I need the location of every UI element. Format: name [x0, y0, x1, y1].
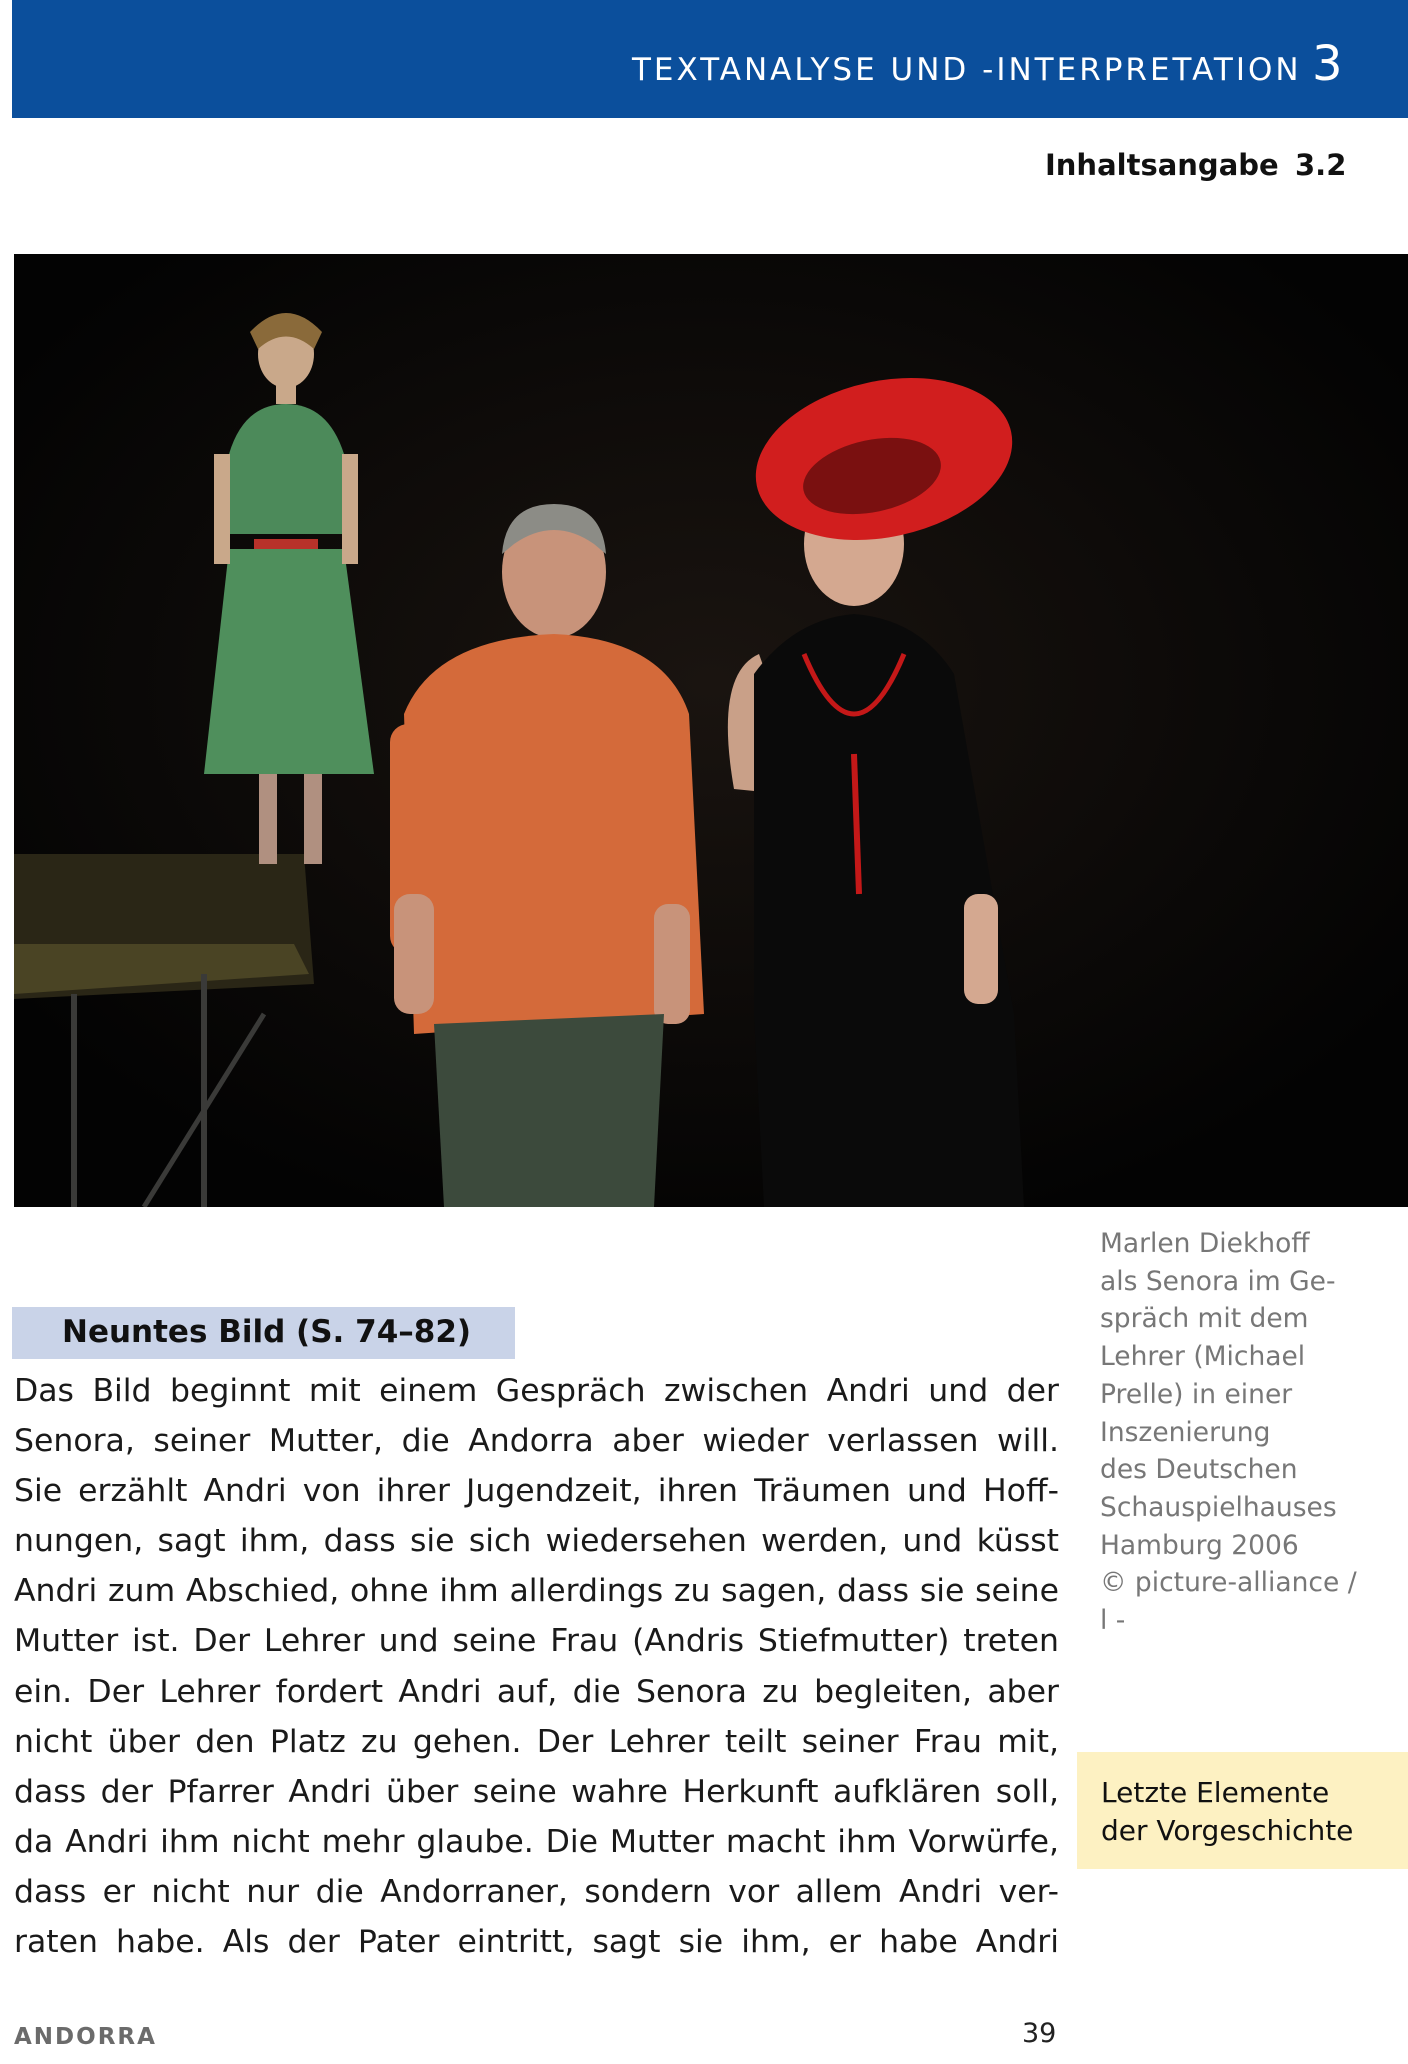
body-line: nicht über den Platz zu gehen. Der Lehrer teilt seiner Frau mit,	[14, 1723, 1059, 1760]
margin-note	[1077, 1752, 1408, 1869]
body-line: Senora, seiner Mutter, die Andorra aber wieder verlassen will.	[14, 1423, 1059, 1460]
body-line: Das Bild beginnt mit einem Gespräch zwischen Andri und der	[14, 1373, 1059, 1409]
chapter-header-bar	[12, 0, 1408, 118]
body-line: Andri zum Abschied, ohne ihm allerdings zu sagen, dass sie seine	[14, 1573, 1059, 1610]
section-number: 3.2	[1295, 148, 1347, 182]
page-number: 39	[1022, 2018, 1057, 2049]
section-heading-text: Neuntes Bild (S. 74–82)	[62, 1314, 472, 1350]
section-label: Inhaltsangabe	[1045, 148, 1279, 182]
caption-line: als Senora im Ge-	[1100, 1265, 1336, 1297]
body-line: dass er nicht nur die Andorraner, sondern vor allem Andri ver-	[14, 1873, 1059, 1910]
chapter-title: TEXTANALYSE UND -INTERPRETATION	[632, 52, 1302, 88]
body-line: Mutter ist. Der Lehrer und seine Frau (Andris Stiefmutter) treten	[14, 1623, 1059, 1660]
caption-line: Lehrer (Michael	[1100, 1341, 1306, 1373]
chapter-number: 3	[1312, 36, 1343, 92]
margin-note-line: der Vorgeschichte	[1101, 1814, 1354, 1847]
caption-line: Hamburg 2006	[1100, 1529, 1299, 1561]
body-line: nungen, sagt ihm, dass sie sich wiedersehen werden, und küsst	[14, 1523, 1059, 1560]
body-line: Sie erzählt Andri von ihrer Jugendzeit, ihren Träumen und Hoff-	[14, 1473, 1059, 1510]
caption-line: des Deutschen	[1100, 1454, 1298, 1486]
body-line: raten habe. Als der Pater eintritt, sagt sie ihm, er habe Andri	[14, 1924, 1059, 1961]
margin-note-line: Letzte Elemente	[1101, 1776, 1330, 1809]
stage-photo	[14, 254, 1408, 1207]
caption-line: Inszenierung	[1100, 1416, 1271, 1448]
caption-line: Schauspielhauses	[1100, 1491, 1337, 1523]
body-line: ein. Der Lehrer fordert Andri auf, die Senora zu begleiten, aber	[14, 1673, 1059, 1710]
body-line: da Andri ihm nicht mehr glaube. Die Mutter macht ihm Vorwürfe,	[14, 1823, 1059, 1860]
caption-line: Marlen Diekhoff	[1100, 1228, 1310, 1259]
caption-line: © picture-alliance /	[1100, 1567, 1357, 1599]
footer-book-title: ANDORRA	[14, 2024, 157, 2050]
caption-line: Prelle) in einer	[1100, 1378, 1293, 1410]
body-paragraph	[14, 1366, 1059, 1967]
section-heading	[12, 1307, 515, 1359]
body-line: dass der Pfarrer Andri über seine wahre Herkunft aufklären soll,	[14, 1773, 1059, 1810]
caption-line: spräch mit dem	[1100, 1303, 1309, 1335]
caption-line: l -	[1100, 1605, 1126, 1637]
photo-caption	[1100, 1225, 1400, 1640]
